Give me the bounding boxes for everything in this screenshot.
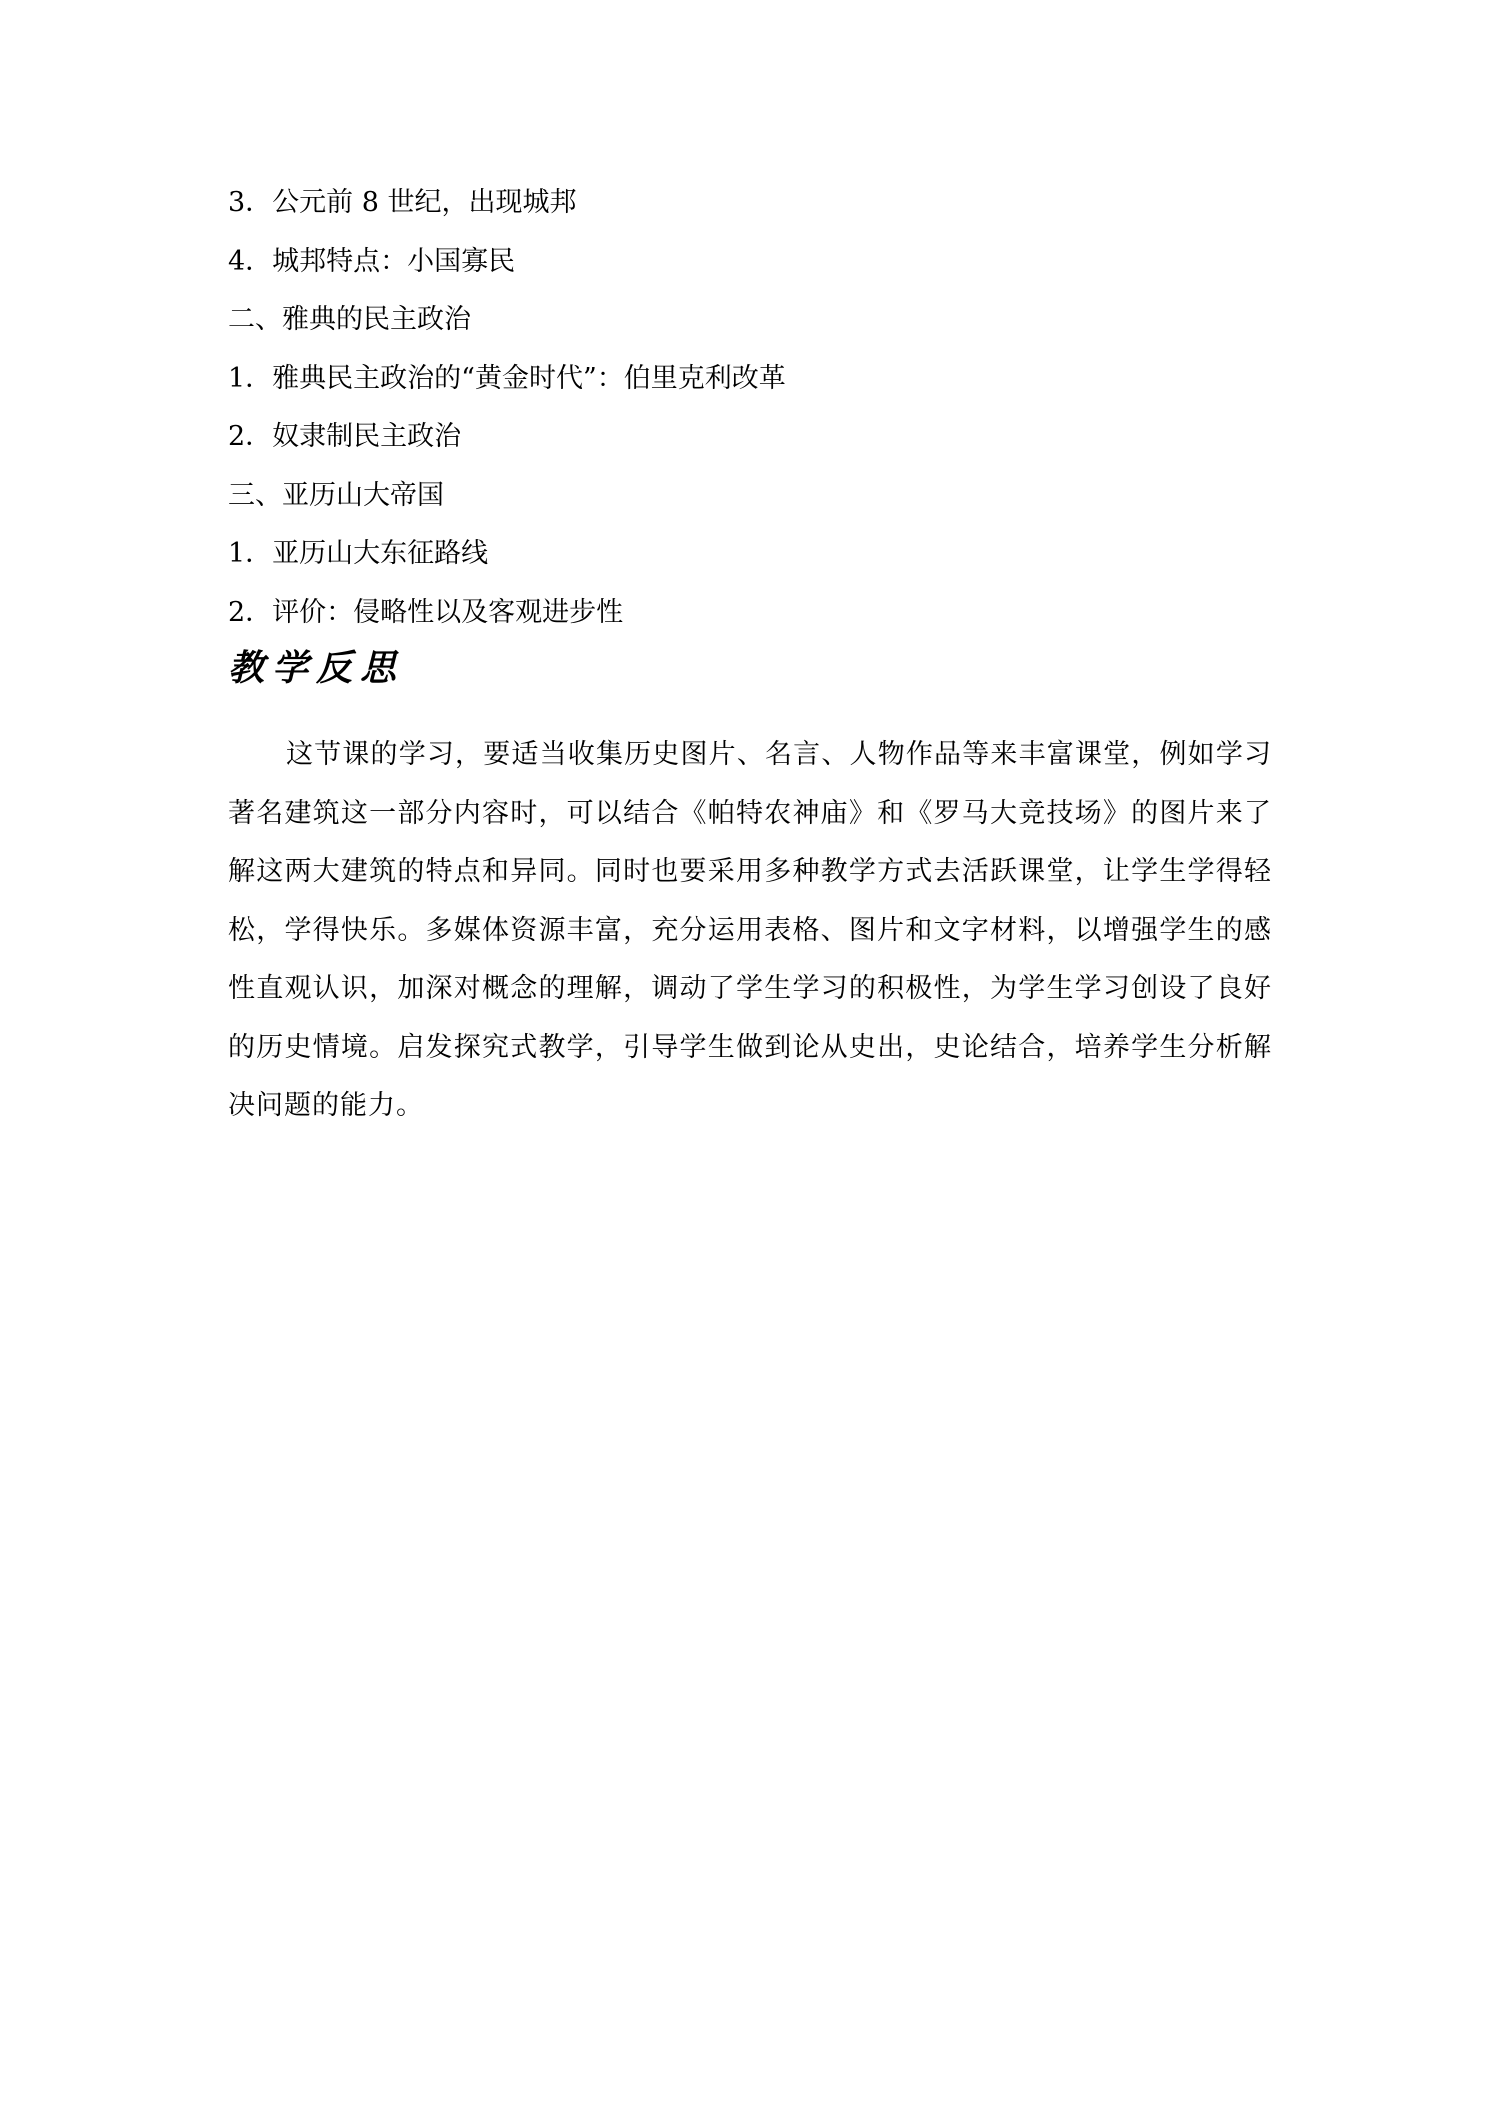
- outline-item: 1．雅典民主政治的“黄金时代”：伯里克利改革: [228, 362, 786, 394]
- section-title-reflection: 教学反思: [228, 647, 405, 689]
- outline-item: 1．亚历山大东征路线: [228, 538, 489, 569]
- outline-heading: 二、雅典的民主政治: [228, 304, 471, 335]
- lesson-outline: [228, 178, 1278, 646]
- outline-item: 2．评价：侵略性以及客观进步性: [228, 596, 624, 628]
- reflection-paragraph: 这节课的学习，要适当收集历史图片、名言、人物作品等来丰富课堂，例如学习著名建筑这一部分内容时，可以结合《帕特农神庙》和《罗马大竞技场》的图片来了解这两大建筑的特点和异同。同时也要采用多种教学方式去活跃课堂，让学生学得轻松，学得快乐。多媒体资源丰富，充分运用表格、图片和文字材料，以增强学生的感性直观认识，加深对概念的理解，调动了学生学习的积极性，为学生学习创设了良好的历史情境。启发探究式教学，引导学生做到论从史出，史论结合，培养学生分析解决问题的能力。: [228, 739, 1272, 1121]
- outline-heading: 三、亚历山大帝国: [228, 479, 444, 511]
- outline-item: 3．公元前 8 世纪，出现城邦: [228, 187, 577, 218]
- outline-item: 2．奴隶制民主政治: [228, 421, 462, 452]
- outline-item: 4．城邦特点：小国寡民: [228, 245, 516, 277]
